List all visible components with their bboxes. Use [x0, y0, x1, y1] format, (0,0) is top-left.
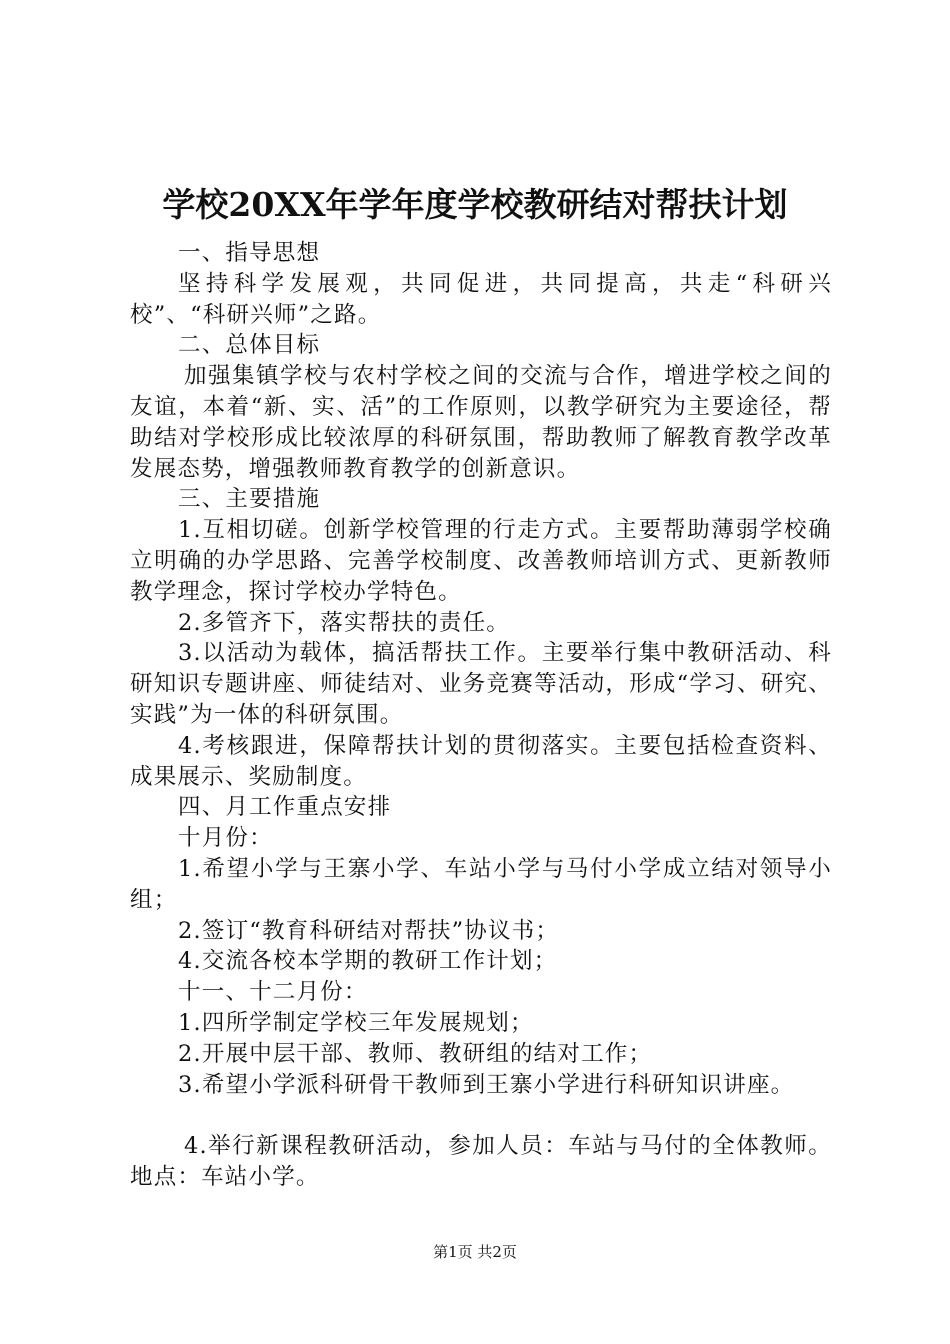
paragraph-10: 四、月工作重点安排 [178, 794, 392, 821]
paragraph-5: 三、主要措施 [178, 486, 321, 513]
paragraph-11: 十月份： [178, 825, 273, 852]
document-title: 学校20XX年学年度学校教研结对帮扶计划 [162, 185, 788, 224]
paragraph-20: 4.举行新课程教研活动，参加人员：车站与马付的全体教师。地点：车站小学。 [130, 1133, 832, 1190]
paragraph-18: 3.希望小学派科研骨干教师到王寨小学进行科研知识讲座。 [178, 1071, 795, 1098]
paragraph-1: 一、指导思想 [178, 240, 321, 266]
paragraph-14: 4.交流各校本学期的教研工作计划； [178, 948, 558, 975]
paragraph-2: 坚持科学发展观，共同促进，共同提高，共走“科研兴校”、“科研兴师”之路。 [130, 270, 832, 328]
paragraph-16: 1.四所学制定学校三年发展规划； [178, 1009, 534, 1036]
paragraph-15: 十一、十二月份： [178, 979, 368, 1006]
paragraph-8: 3.以活动为载体，搞活帮扶工作。主要举行集中教研活动、科研知识专题讲座、师徒结对、业务竞赛等活动，形成“学习、研究、实践”为一体的科研氛围。 [130, 640, 832, 728]
paragraph-9: 4.考核跟进，保障帮扶计划的贯彻落实。主要包括检查资料、成果展示、奖励制度。 [130, 732, 832, 790]
document-body [130, 238, 832, 1193]
page-number: 第1页 共2页 [433, 1243, 517, 1261]
paragraph-6: 1.互相切磋。创新学校管理的行走方式。主要帮助薄弱学校确立明确的办学思路、完善学校制度、改善教师培训方式、更新教师教学理念，探讨学校办学特色。 [130, 517, 832, 605]
paragraph-7: 2.多管齐下，落实帮扶的责任。 [178, 609, 510, 636]
paragraph-3: 二、总体目标 [178, 332, 321, 359]
paragraph-12: 1.希望小学与王寨小学、车站小学与马付小学成立结对领导小组； [130, 855, 832, 913]
paragraph-19 [130, 1100, 832, 1131]
paragraph-17: 2.开展中层干部、教师、教研组的结对工作； [178, 1040, 653, 1067]
paragraph-13: 2.签订“教育科研结对帮扶”协议书； [178, 917, 560, 944]
paragraph-4: 加强集镇学校与农村学校之间的交流与合作，增进学校之间的友谊，本着“新、实、活”的工作原则，以教学研究为主要途径，帮助结对学校形成比较浓厚的科研氛围，帮助教师了解教育教学改革发展态势，增强教师教育教学的创新意识。 [130, 363, 832, 482]
